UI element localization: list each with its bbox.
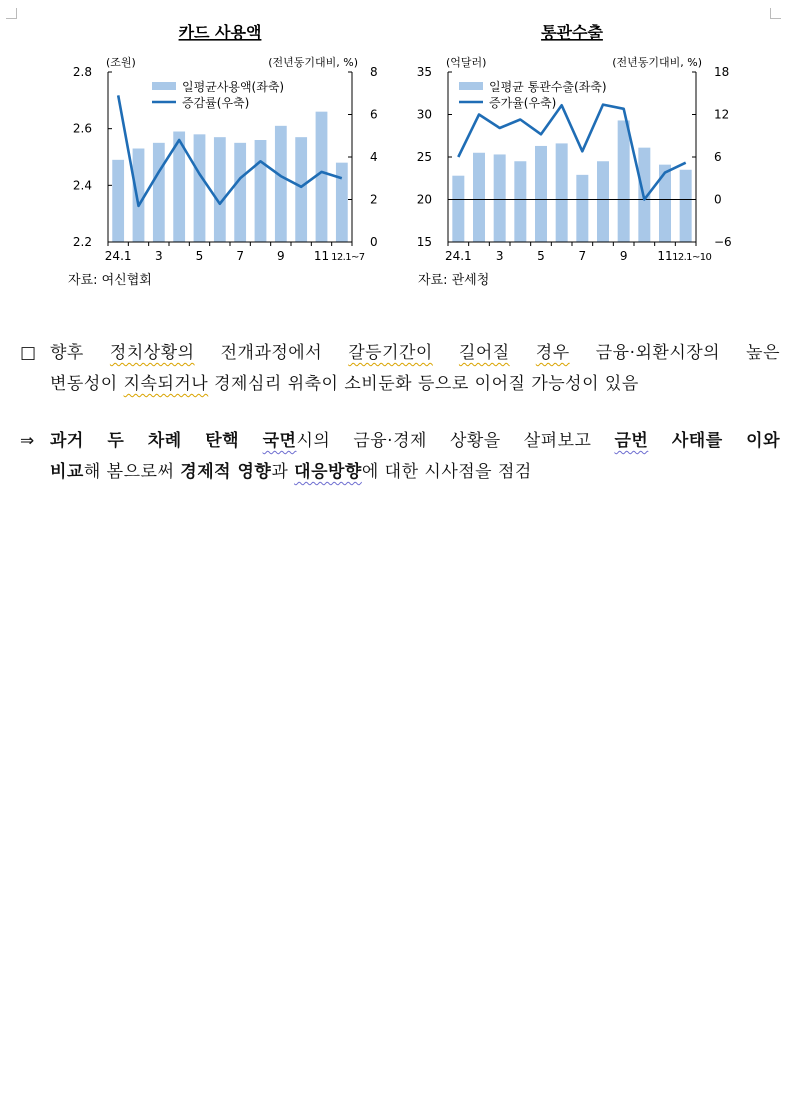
x-tick-label: 7 bbox=[578, 249, 587, 263]
card-usage-chart bbox=[60, 0, 380, 300]
corner-mark-right bbox=[770, 8, 781, 19]
left-tick-label: 2.4 bbox=[72, 178, 92, 193]
left-tick-label: 35 bbox=[416, 65, 432, 79]
legend-bar-label: 일평균 통관수출(좌축) bbox=[489, 80, 607, 94]
line-series bbox=[118, 95, 342, 205]
x-tick-label: 3 bbox=[155, 249, 163, 263]
chart-source: 자료: 관세청 bbox=[418, 273, 490, 288]
x-tick-label: 7 bbox=[236, 249, 244, 263]
paragraph-outlook bbox=[20, 338, 780, 400]
right-tick-label: 0 bbox=[714, 192, 722, 207]
left-tick-label: 25 bbox=[416, 150, 432, 164]
right-tick-label: −6 bbox=[714, 235, 732, 249]
chart-source: 자료: 여신협회 bbox=[68, 273, 152, 288]
chart-bar bbox=[275, 126, 287, 242]
x-tick-label: 11 bbox=[657, 249, 673, 263]
line-series bbox=[458, 105, 685, 200]
left-tick-label: 15 bbox=[416, 235, 432, 249]
paragraph-purpose-line2: 비교해 봄으로써 경제적 영향과 대응방향에 대한 시사점을 점검 bbox=[50, 462, 532, 482]
chart-bar bbox=[494, 154, 506, 242]
legend-line-label: 증감률(우축) bbox=[182, 96, 250, 110]
legend-bar-swatch bbox=[459, 82, 483, 90]
arrow-bullet: ⇒ bbox=[20, 431, 35, 451]
x-tick-label: 3 bbox=[495, 249, 504, 263]
chart-bar bbox=[556, 143, 568, 242]
chart-bar bbox=[295, 137, 307, 242]
x-tick-label: 24.1 bbox=[104, 249, 132, 263]
left-tick-label: 2.2 bbox=[72, 235, 92, 249]
chart-bar bbox=[452, 176, 464, 242]
right-tick-label: 2 bbox=[370, 192, 378, 207]
paragraph-purpose-line1: 과거 두 차례 탄핵 국면시의 금융·경제 상황을 살펴보고 금번 사태를 이와 bbox=[50, 431, 780, 451]
left-axis-unit: (조원) bbox=[106, 56, 136, 69]
chart-bar bbox=[194, 134, 206, 242]
chart-bar bbox=[576, 175, 588, 242]
x-tick-label: 24.1 bbox=[444, 249, 472, 263]
chart-bar bbox=[336, 163, 348, 242]
chart-bar bbox=[234, 143, 246, 242]
right-tick-label: 6 bbox=[714, 150, 722, 164]
left-tick-label: 2.8 bbox=[72, 65, 92, 79]
right-axis-unit: (전년동기대비, %) bbox=[612, 56, 702, 69]
corner-mark-left bbox=[6, 8, 17, 19]
right-tick-label: 8 bbox=[370, 65, 378, 79]
left-axis-unit: (억달러) bbox=[446, 56, 487, 69]
left-tick-label: 30 bbox=[416, 107, 432, 122]
x-tick-label: 12.1~10 bbox=[672, 252, 712, 263]
x-tick-label: 9 bbox=[619, 249, 628, 263]
legend-line-label: 증가율(우축) bbox=[489, 96, 557, 110]
left-tick-label: 20 bbox=[416, 192, 432, 207]
chart-bar bbox=[473, 153, 485, 242]
x-tick-label: 11 bbox=[313, 249, 330, 263]
chart-bar bbox=[133, 149, 145, 243]
chart-bar bbox=[153, 143, 165, 242]
chart-bar bbox=[255, 140, 267, 242]
left-tick-label: 2.6 bbox=[72, 121, 92, 136]
x-tick-label: 5 bbox=[195, 249, 204, 263]
right-tick-label: 12 bbox=[714, 107, 730, 122]
right-tick-label: 0 bbox=[370, 235, 378, 249]
chart-title: 카드 사용액 bbox=[178, 23, 262, 42]
right-tick-label: 18 bbox=[714, 65, 730, 79]
x-tick-label: 9 bbox=[277, 249, 285, 263]
x-tick-label: 12.1~7 bbox=[331, 252, 365, 263]
chart-bar bbox=[514, 161, 526, 242]
chart-bar bbox=[112, 160, 124, 242]
chart-bar bbox=[214, 137, 226, 242]
export-chart bbox=[410, 0, 740, 300]
paragraph-outlook-line2: 변동성이 지속되거나 경제심리 위축이 소비둔화 등으로 이어질 가능성이 있음 bbox=[50, 374, 639, 394]
chart-bar bbox=[680, 170, 692, 242]
right-tick-label: 6 bbox=[370, 107, 378, 122]
chart-bar bbox=[597, 161, 609, 242]
x-tick-label: 5 bbox=[537, 249, 545, 263]
chart-title: 통관수출 bbox=[541, 23, 603, 42]
chart-bar bbox=[535, 146, 547, 242]
legend-bar-swatch bbox=[152, 82, 176, 90]
chart-bar bbox=[316, 112, 328, 242]
chart-bar bbox=[618, 120, 630, 242]
right-axis-unit: (전년동기대비, %) bbox=[268, 56, 358, 69]
paragraph-outlook-line1: 향후 정치상황의 전개과정에서 갈등기간이 길어질 경우 금융·외환시장의 높은 bbox=[50, 343, 781, 363]
right-tick-label: 4 bbox=[370, 150, 378, 164]
legend-bar-label: 일평균사용액(좌축) bbox=[182, 80, 285, 94]
checkbox-bullet: □ bbox=[20, 343, 37, 363]
paragraph-purpose bbox=[20, 426, 780, 488]
